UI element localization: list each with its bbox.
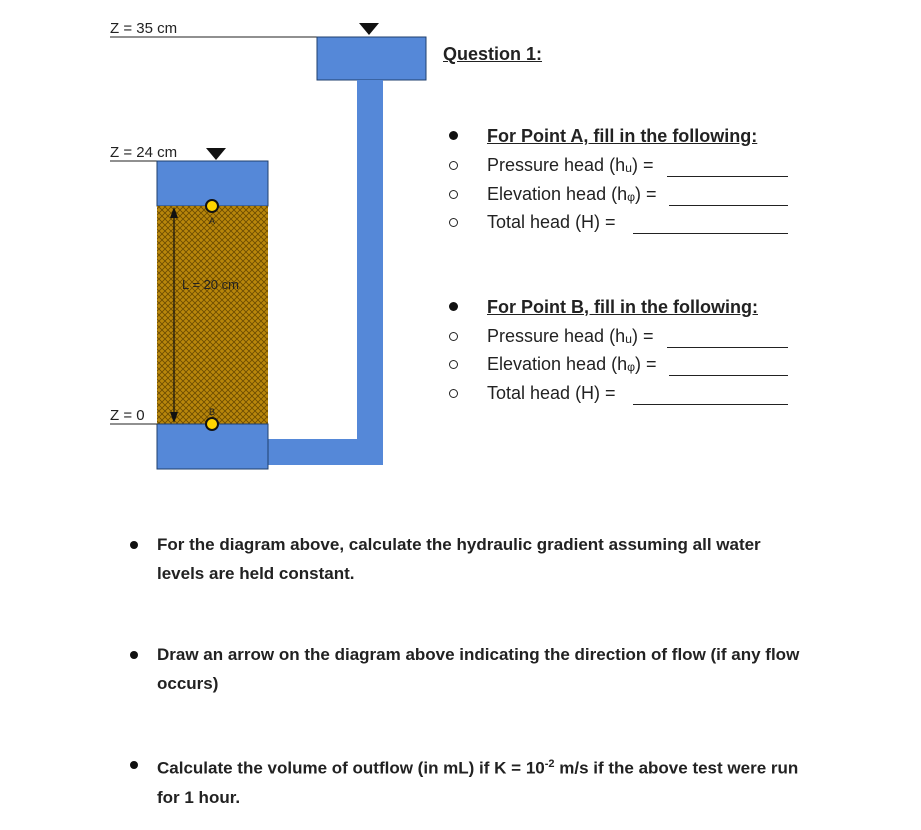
hydraulic-gradient-task: For the diagram above, calculate the hydraulic gradient assuming all water levels are held constant. xyxy=(157,535,761,583)
z-top-label: Z = 35 cm xyxy=(110,20,178,37)
task-bullet xyxy=(130,541,138,549)
point-b-elevation-head-label: Elevation head (hᵩ) = xyxy=(487,354,657,374)
point-a-label: A xyxy=(209,216,216,226)
point-b-pressure-head-label: Pressure head (hᵤ) = xyxy=(487,326,654,346)
volume-text-before: Calculate the volume of outflow (in mL) if K = 10 xyxy=(157,758,545,778)
open-bullet xyxy=(449,360,458,369)
point-b-bullet xyxy=(449,302,458,311)
outflow-volume-task xyxy=(157,750,807,812)
point-a-pressure-head-label: Pressure head (hᵤ) = xyxy=(487,155,654,175)
length-label: L = 20 cm xyxy=(182,277,239,292)
z-bottom-label: Z = 0 xyxy=(110,407,145,424)
point-a-total-head-label: Total head (H) = xyxy=(487,212,616,232)
point-a-total-head-blank[interactable] xyxy=(633,233,788,234)
point-a-elevation-head-label: Elevation head (hᵩ) = xyxy=(487,184,657,204)
point-a-bullet xyxy=(449,131,458,140)
open-bullet xyxy=(449,218,458,227)
flow-arrow-task: Draw an arrow on the diagram above indicating the direction of flow (if any flow occurs) xyxy=(157,645,800,693)
point-b-heading: For Point B, fill in the following: xyxy=(487,297,758,317)
point-a-heading: For Point A, fill in the following: xyxy=(487,126,758,146)
volume-text-after: m/s if the above test were run for 1 hour. xyxy=(157,758,799,807)
z-mid-label: Z = 24 cm xyxy=(110,144,178,161)
volume-exponent: -2 xyxy=(544,758,555,770)
open-bullet xyxy=(449,389,458,398)
point-b-total-head-blank[interactable] xyxy=(633,404,788,405)
point-b-elevation-head-blank[interactable] xyxy=(669,375,788,376)
open-bullet xyxy=(449,332,458,341)
point-a-elevation-head-blank[interactable] xyxy=(669,205,788,206)
point-b-marker xyxy=(206,418,218,430)
point-b-pressure-head-blank[interactable] xyxy=(667,347,788,348)
point-b-total-head-label: Total head (H) = xyxy=(487,383,616,403)
question-title: Question 1: xyxy=(443,44,543,64)
task-bullet xyxy=(130,761,138,769)
open-bullet xyxy=(449,161,458,170)
vertical-pipe xyxy=(357,80,383,439)
point-b-label: B xyxy=(209,407,216,417)
point-a-marker xyxy=(206,200,218,212)
point-a-pressure-head-blank[interactable] xyxy=(667,176,788,177)
mid-water-level-triangle-icon xyxy=(206,148,226,160)
open-bullet xyxy=(449,190,458,199)
task-bullet xyxy=(130,651,138,659)
upper-reservoir xyxy=(317,37,426,80)
horizontal-pipe xyxy=(267,439,383,465)
top-water-level-triangle-icon xyxy=(359,23,379,35)
